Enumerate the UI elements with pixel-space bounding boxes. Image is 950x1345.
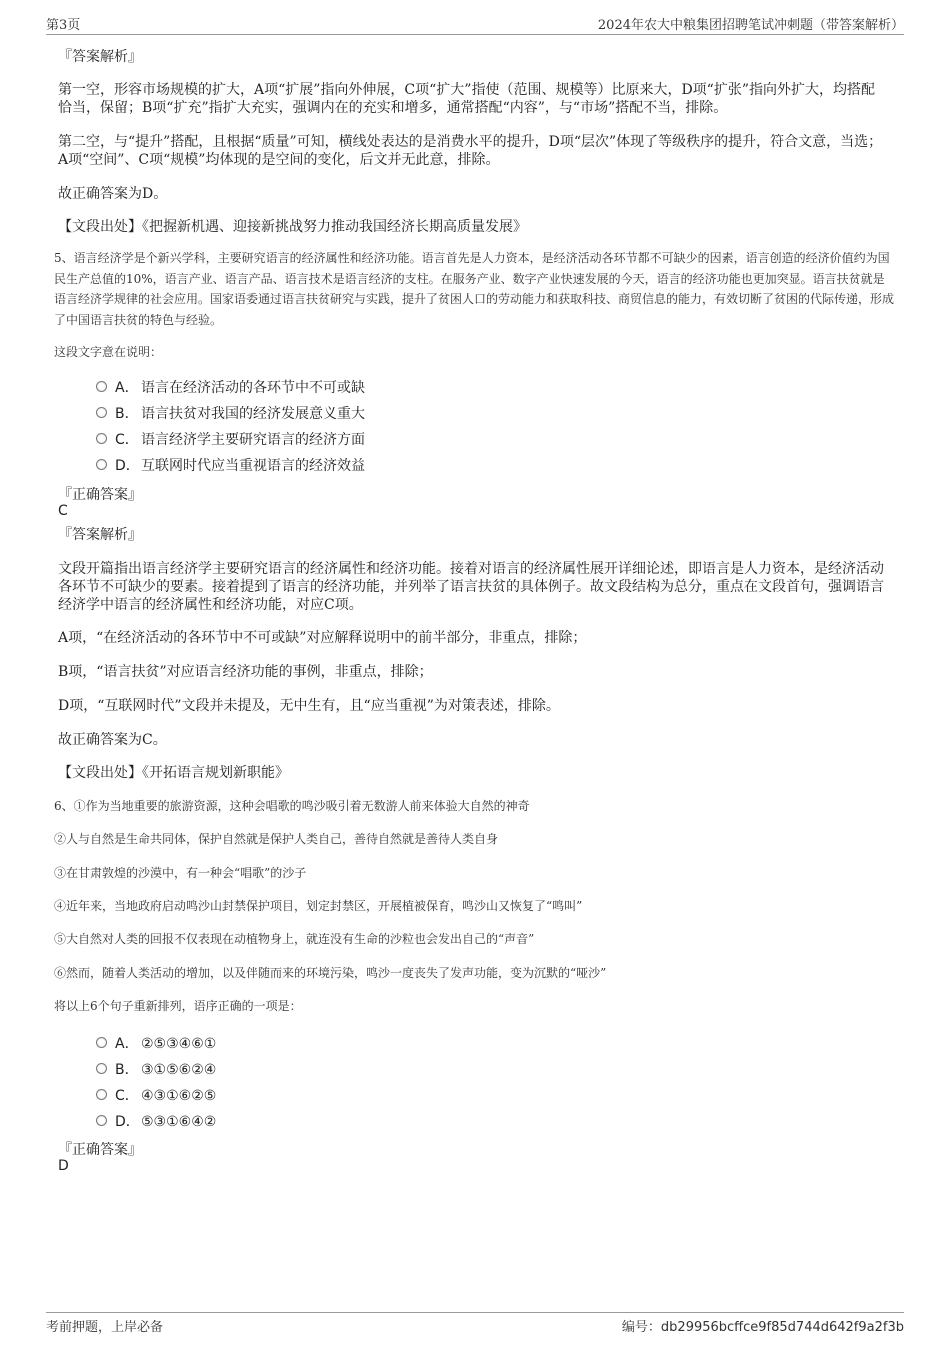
q6-sentence-1: 6、①作为当地重要的旅游资源，这种会唱歌的鸣沙吸引着无数游人前来体验大自然的神奇 bbox=[54, 799, 530, 813]
q6-option-a[interactable]: A． ②⑤③④⑥① bbox=[96, 1035, 216, 1053]
radio-button[interactable] bbox=[96, 407, 107, 418]
q5-conclusion: 故正确答案为C。 bbox=[58, 732, 167, 748]
radio-button[interactable] bbox=[96, 433, 107, 444]
q5-option-b[interactable]: B． 语言扶贫对我国的经济发展意义重大 bbox=[96, 405, 365, 423]
q5-source: 【文段出处】《开拓语言规划新职能》 bbox=[58, 765, 289, 781]
q6-sentence-2: ②人与自然是生命共同体，保护自然就是保护人类自己，善待自然就是善待人类自身 bbox=[54, 832, 499, 846]
q5-answer: C bbox=[58, 503, 68, 519]
q6-sentence-4: ④近年来，当地政府启动鸣沙山封禁保护项目，划定封禁区，开展植被保育，鸣沙山又恢复了“鸣叫” bbox=[54, 899, 583, 913]
q6-answer: D bbox=[58, 1158, 69, 1174]
q4-analysis-p1: 第一空，形容市场规模的扩大，A项“扩展”指向外伸展，C项“扩大”指使（范围、规模等）比原来大，D项“扩张”指向外扩大，均搭配恰当，保留；B项“扩充”指扩大充实，强调内在的充实和增多，通常搭配“内容”，与“市场”搭配不当，排除。 bbox=[58, 82, 875, 116]
q5-analysis-p1: 文段开篇指出语言经济学主要研究语言的经济属性和经济功能。接着对语言的经济属性展开详细论述，即语言是人力资本，是经济活动各环节不可缺少的要素。接着提到了语言的经济功能，并列举了语言扶贫的具体例子。故文段结构为总分，重点在文段首句，强调语言经济学中语言的经济属性和经济功能，对应C项。 bbox=[58, 561, 884, 613]
radio-button[interactable] bbox=[96, 459, 107, 470]
q5-analysis-p4: D项，“互联网时代”文段并未提及，无中生有，且“应当重视”为对策表述，排除。 bbox=[58, 698, 560, 714]
q4-conclusion: 故正确答案为D。 bbox=[58, 186, 168, 202]
q6-sentence-5: ⑤大自然对人类的回报不仅表现在动植物身上，就连没有生命的沙粒也会发出自己的“声音” bbox=[54, 932, 535, 946]
q6-sentence-6: ⑥然而，随着人类活动的增加，以及伴随而来的环境污染，鸣沙一度丧失了发声功能，变为沉默的“哑沙” bbox=[54, 966, 607, 980]
q4-source: 【文段出处】《把握新机遇、迎接新挑战努力推动我国经济长期高质量发展》 bbox=[58, 219, 527, 235]
q5-option-c[interactable]: C． 语言经济学主要研究语言的经济方面 bbox=[96, 431, 365, 449]
document-id bbox=[622, 1316, 904, 1335]
document-id-label: 编号： bbox=[621, 1320, 661, 1335]
q4-analysis-p2: 第二空，与“提升”搭配，且根据“质量”可知，横线处表达的是消费水平的提升，D项“层次”体现了等级秩序的提升，符合文意，当选；A项“空间”、C项“规模”均体现的是空间的变化，后文并无此意，排除。 bbox=[58, 134, 883, 168]
radio-button[interactable] bbox=[96, 381, 107, 392]
q5-stem: 5、语言经济学是个新兴学科，主要研究语言的经济属性和经济功能。语言首先是人力资本，是经济活动各环节都不可缺少的因素，语言创造的经济价值约为国民生产总值的10%，语言产业、语言产品、语言技术是语言经济的支柱。在服务产业、数字产业快速发展的今天，语言的经济功能也更加突显。语言扶贫就是语言经济学规律的社会应用。国家语委通过语言扶贫研究与实践，提升了贫困人口的劳动能力和获取科技、商贸信息的能力，有效切断了贫困的代际传递，形成了中国语言扶贫的特色与经验。 bbox=[54, 251, 895, 327]
document-id-code: db29956bcffce9f85d744d642f9a2f3b bbox=[660, 1320, 904, 1335]
document-title: 2024年农大中粮集团招聘笔试冲刺题（带答案解析） bbox=[597, 18, 904, 33]
page-header bbox=[46, 14, 904, 35]
q4-analysis-title: 『答案解析』 bbox=[58, 49, 142, 65]
radio-button[interactable] bbox=[96, 1089, 107, 1100]
page-footer bbox=[46, 1312, 904, 1333]
radio-button[interactable] bbox=[96, 1037, 107, 1048]
radio-button[interactable] bbox=[96, 1063, 107, 1074]
footer-slogan: 考前押题，上岸必备 bbox=[46, 1320, 164, 1335]
q5-option-d[interactable]: D．互联网时代应当重视语言的经济效益 bbox=[96, 457, 365, 475]
q6-option-c[interactable]: C． ④③①⑥②⑤ bbox=[96, 1087, 216, 1105]
q5-option-a[interactable]: A． 语言在经济活动的各环节中不可或缺 bbox=[96, 379, 365, 397]
q6-prompt: 将以上6个句子重新排列，语序正确的一项是： bbox=[54, 999, 302, 1013]
q5-analysis-p3: B项，“语言扶贫”对应语言经济功能的事例，非重点，排除； bbox=[58, 664, 433, 680]
q5-analysis-p2: A项，“在经济活动的各环节中不可或缺”对应解释说明中的前半部分，非重点，排除； bbox=[58, 630, 587, 646]
q6-answer-title: 『正确答案』 bbox=[58, 1142, 142, 1158]
radio-button[interactable] bbox=[96, 1115, 107, 1126]
q6-option-b[interactable]: B． ③①⑤⑥②④ bbox=[96, 1061, 216, 1079]
q5-analysis-title: 『答案解析』 bbox=[58, 527, 142, 543]
q5-answer-title: 『正确答案』 bbox=[58, 487, 142, 503]
q5-prompt: 这段文字意在说明： bbox=[54, 345, 163, 359]
q6-sentence-3: ③在甘肃敦煌的沙漠中，有一种会“唱歌”的沙子 bbox=[54, 866, 307, 880]
page-number: 第3页 bbox=[46, 18, 81, 33]
q6-option-d[interactable]: D．⑤③①⑥④② bbox=[96, 1113, 216, 1131]
